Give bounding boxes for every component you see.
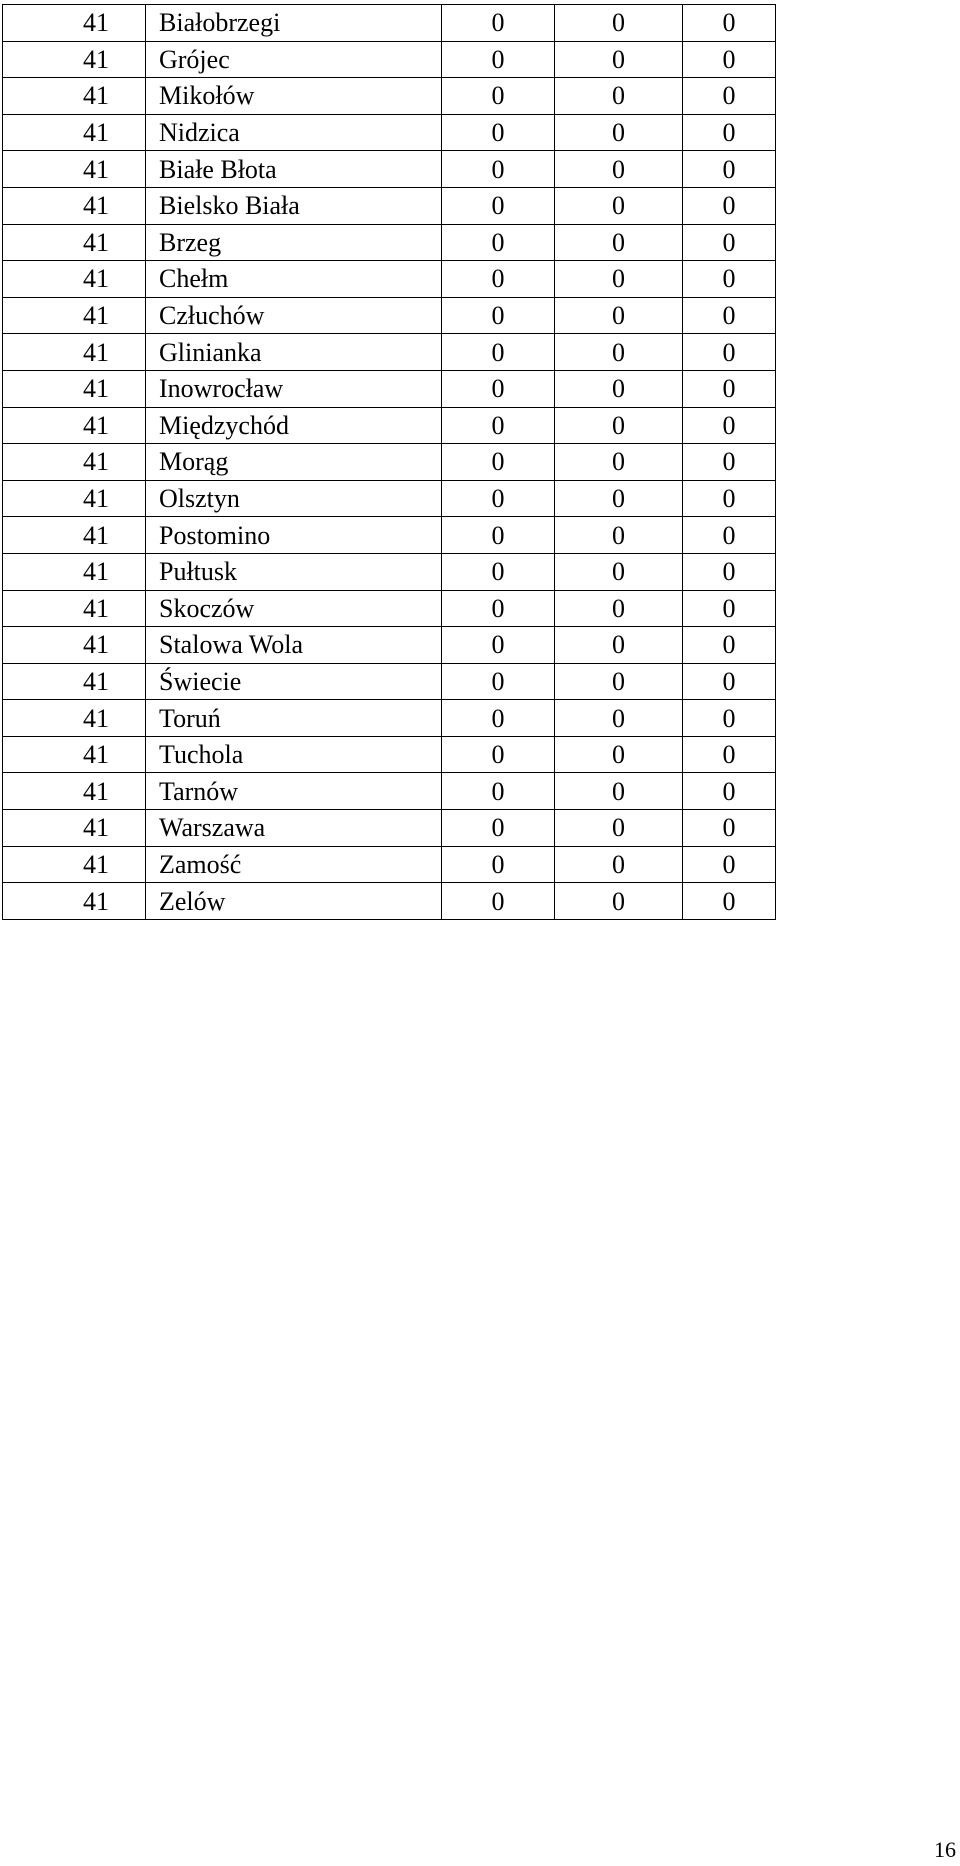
value-1-cell: 0 — [442, 846, 555, 883]
value-1-cell: 0 — [442, 114, 555, 151]
value-2-cell: 0 — [555, 78, 683, 115]
value-3-cell: 0 — [683, 736, 776, 773]
value-2-cell: 0 — [555, 41, 683, 78]
value-3-cell: 0 — [683, 297, 776, 334]
city-cell: Skoczów — [146, 590, 442, 627]
value-1-cell: 0 — [442, 407, 555, 444]
value-2-cell: 0 — [555, 297, 683, 334]
rank-cell: 41 — [3, 407, 146, 444]
table-row — [3, 810, 776, 847]
rank-cell: 41 — [3, 773, 146, 810]
value-1-cell: 0 — [442, 736, 555, 773]
rank-cell: 41 — [3, 224, 146, 261]
value-2-cell: 0 — [555, 553, 683, 590]
value-1-cell: 0 — [442, 261, 555, 298]
value-3-cell: 0 — [683, 187, 776, 224]
city-cell: Mikołów — [146, 78, 442, 115]
rank-cell: 41 — [3, 5, 146, 42]
value-2-cell: 0 — [555, 187, 683, 224]
value-3-cell: 0 — [683, 810, 776, 847]
value-3-cell: 0 — [683, 78, 776, 115]
value-3-cell: 0 — [683, 444, 776, 481]
value-1-cell: 0 — [442, 480, 555, 517]
value-1-cell: 0 — [442, 444, 555, 481]
city-cell: Tuchola — [146, 736, 442, 773]
value-3-cell: 0 — [683, 773, 776, 810]
table-row — [3, 151, 776, 188]
value-1-cell: 0 — [442, 5, 555, 42]
city-cell: Tarnów — [146, 773, 442, 810]
value-2-cell: 0 — [555, 846, 683, 883]
table-row — [3, 663, 776, 700]
city-cell: Warszawa — [146, 810, 442, 847]
rank-cell: 41 — [3, 883, 146, 920]
value-3-cell: 0 — [683, 5, 776, 42]
rank-cell: 41 — [3, 297, 146, 334]
value-3-cell: 0 — [683, 590, 776, 627]
city-cell: Międzychód — [146, 407, 442, 444]
value-2-cell: 0 — [555, 590, 683, 627]
value-2-cell: 0 — [555, 627, 683, 664]
city-cell: Białobrzegi — [146, 5, 442, 42]
rank-cell: 41 — [3, 736, 146, 773]
table-row — [3, 187, 776, 224]
value-2-cell: 0 — [555, 883, 683, 920]
rank-cell: 41 — [3, 627, 146, 664]
city-cell: Chełm — [146, 261, 442, 298]
value-3-cell: 0 — [683, 480, 776, 517]
table-row — [3, 5, 776, 42]
page-number: 16 — [934, 1837, 956, 1862]
city-cell: Olsztyn — [146, 480, 442, 517]
value-3-cell: 0 — [683, 846, 776, 883]
rank-cell: 41 — [3, 370, 146, 407]
value-2-cell: 0 — [555, 370, 683, 407]
rank-cell: 41 — [3, 700, 146, 737]
table-row — [3, 41, 776, 78]
city-cell: Zelów — [146, 883, 442, 920]
rank-cell: 41 — [3, 444, 146, 481]
rank-cell: 41 — [3, 114, 146, 151]
value-1-cell: 0 — [442, 224, 555, 261]
value-2-cell: 0 — [555, 480, 683, 517]
value-1-cell: 0 — [442, 663, 555, 700]
rank-cell: 41 — [3, 810, 146, 847]
value-1-cell: 0 — [442, 334, 555, 371]
city-cell: Glinianka — [146, 334, 442, 371]
value-2-cell: 0 — [555, 810, 683, 847]
table-row — [3, 261, 776, 298]
city-cell: Nidzica — [146, 114, 442, 151]
value-1-cell: 0 — [442, 370, 555, 407]
table-row — [3, 627, 776, 664]
city-cell: Morąg — [146, 444, 442, 481]
table-row — [3, 517, 776, 554]
rank-cell: 41 — [3, 480, 146, 517]
value-3-cell: 0 — [683, 663, 776, 700]
value-2-cell: 0 — [555, 773, 683, 810]
value-1-cell: 0 — [442, 773, 555, 810]
value-3-cell: 0 — [683, 627, 776, 664]
rank-cell: 41 — [3, 517, 146, 554]
value-2-cell: 0 — [555, 334, 683, 371]
value-2-cell: 0 — [555, 151, 683, 188]
value-1-cell: 0 — [442, 883, 555, 920]
ranking-table-body — [3, 5, 776, 920]
table-row — [3, 407, 776, 444]
city-cell: Świecie — [146, 663, 442, 700]
city-cell: Grójec — [146, 41, 442, 78]
value-3-cell: 0 — [683, 517, 776, 554]
rank-cell: 41 — [3, 187, 146, 224]
value-1-cell: 0 — [442, 41, 555, 78]
value-3-cell: 0 — [683, 114, 776, 151]
value-1-cell: 0 — [442, 810, 555, 847]
city-cell: Człuchów — [146, 297, 442, 334]
table-row — [3, 590, 776, 627]
value-3-cell: 0 — [683, 407, 776, 444]
value-1-cell: 0 — [442, 517, 555, 554]
table-row — [3, 370, 776, 407]
value-3-cell: 0 — [683, 700, 776, 737]
value-2-cell: 0 — [555, 700, 683, 737]
value-1-cell: 0 — [442, 590, 555, 627]
value-1-cell: 0 — [442, 297, 555, 334]
value-3-cell: 0 — [683, 261, 776, 298]
value-1-cell: 0 — [442, 700, 555, 737]
table-row — [3, 114, 776, 151]
value-2-cell: 0 — [555, 407, 683, 444]
value-2-cell: 0 — [555, 5, 683, 42]
city-cell: Postomino — [146, 517, 442, 554]
city-cell: Pułtusk — [146, 553, 442, 590]
table-row — [3, 846, 776, 883]
value-3-cell: 0 — [683, 224, 776, 261]
value-2-cell: 0 — [555, 517, 683, 554]
city-cell: Stalowa Wola — [146, 627, 442, 664]
table-row — [3, 883, 776, 920]
value-2-cell: 0 — [555, 114, 683, 151]
city-cell: Brzeg — [146, 224, 442, 261]
table-row — [3, 334, 776, 371]
value-3-cell: 0 — [683, 334, 776, 371]
rank-cell: 41 — [3, 261, 146, 298]
table-row — [3, 297, 776, 334]
value-3-cell: 0 — [683, 553, 776, 590]
city-cell: Inowrocław — [146, 370, 442, 407]
rank-cell: 41 — [3, 846, 146, 883]
table-row — [3, 553, 776, 590]
rank-cell: 41 — [3, 334, 146, 371]
table-row — [3, 736, 776, 773]
value-2-cell: 0 — [555, 736, 683, 773]
city-cell: Toruń — [146, 700, 442, 737]
rank-cell: 41 — [3, 151, 146, 188]
table-row — [3, 480, 776, 517]
city-cell: Białe Błota — [146, 151, 442, 188]
table-row — [3, 78, 776, 115]
rank-cell: 41 — [3, 41, 146, 78]
value-1-cell: 0 — [442, 553, 555, 590]
value-3-cell: 0 — [683, 370, 776, 407]
table-row — [3, 444, 776, 481]
rank-cell: 41 — [3, 590, 146, 627]
city-cell: Zamość — [146, 846, 442, 883]
ranking-table — [2, 4, 776, 920]
table-row — [3, 773, 776, 810]
value-2-cell: 0 — [555, 663, 683, 700]
value-1-cell: 0 — [442, 151, 555, 188]
value-3-cell: 0 — [683, 41, 776, 78]
value-3-cell: 0 — [683, 883, 776, 920]
value-2-cell: 0 — [555, 444, 683, 481]
value-3-cell: 0 — [683, 151, 776, 188]
rank-cell: 41 — [3, 553, 146, 590]
value-1-cell: 0 — [442, 78, 555, 115]
table-row — [3, 224, 776, 261]
value-1-cell: 0 — [442, 627, 555, 664]
rank-cell: 41 — [3, 78, 146, 115]
value-1-cell: 0 — [442, 187, 555, 224]
rank-cell: 41 — [3, 663, 146, 700]
city-cell: Bielsko Biała — [146, 187, 442, 224]
value-2-cell: 0 — [555, 224, 683, 261]
value-2-cell: 0 — [555, 261, 683, 298]
table-row — [3, 700, 776, 737]
